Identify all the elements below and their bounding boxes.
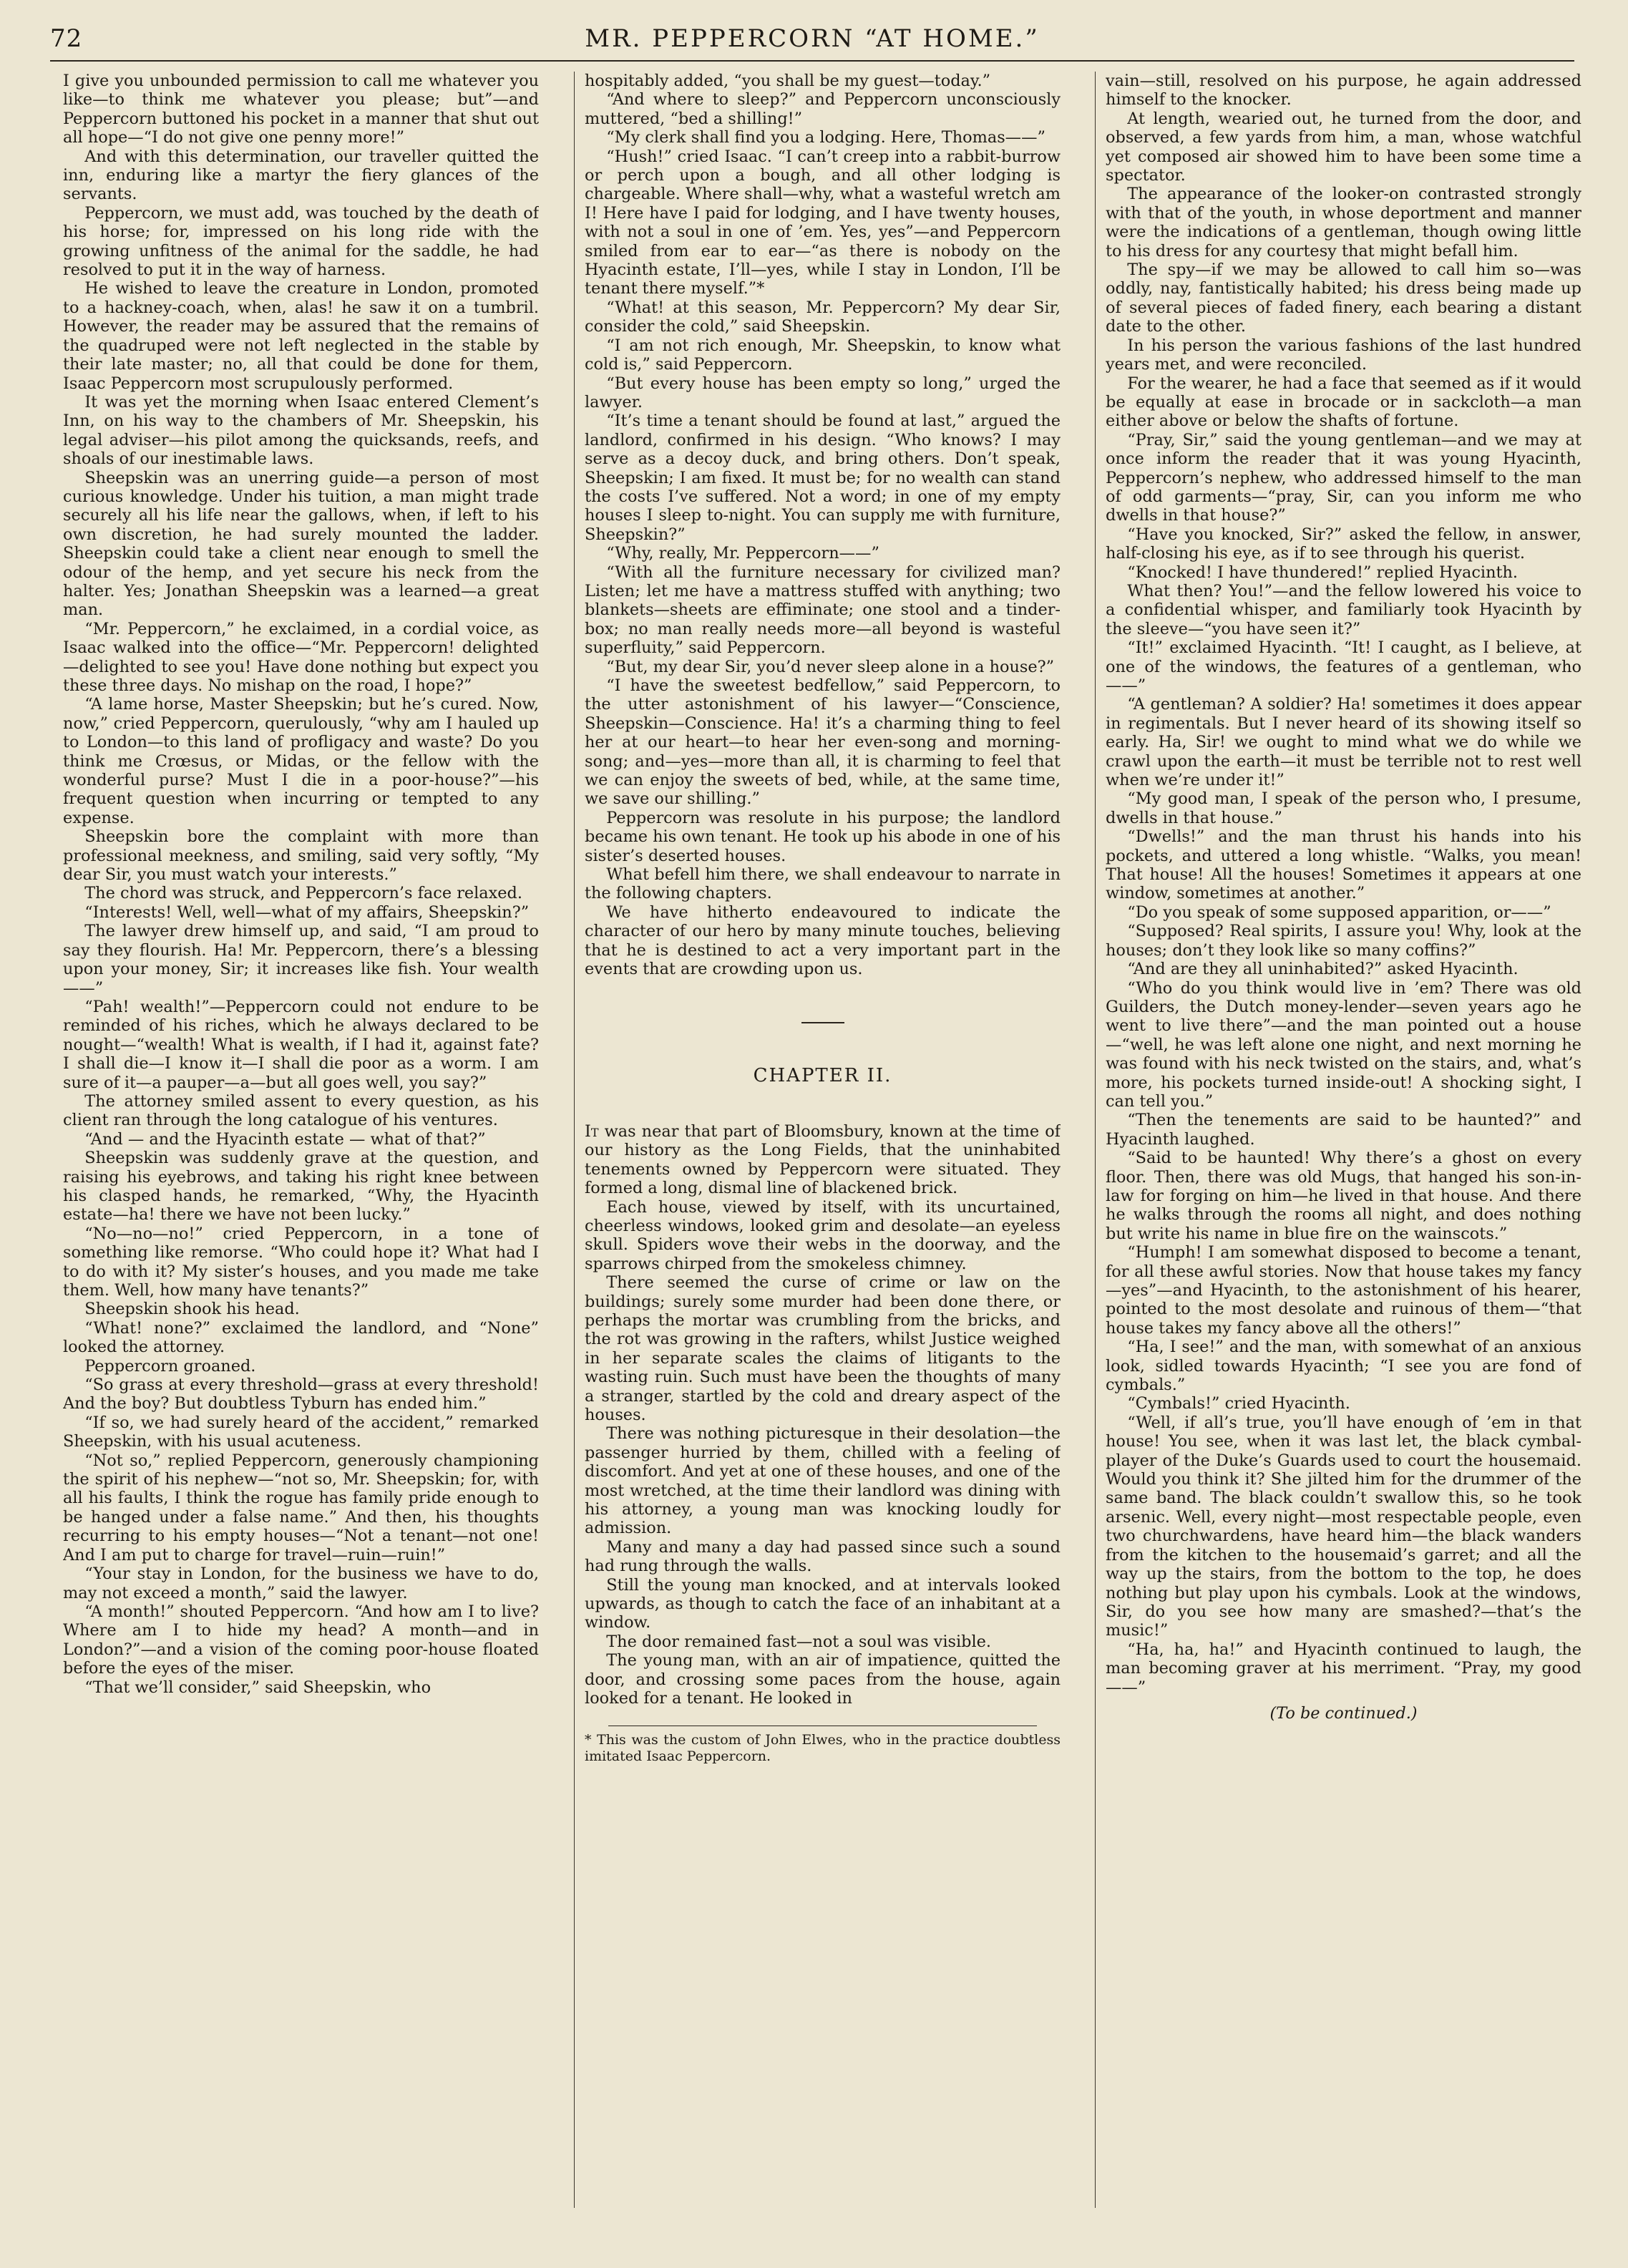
paragraph: “Mr. Peppercorn,” he exclaimed, in a cordial voice, as Isaac walked into the office—“Mr. Peppercorn! delighted—delighted to see you! Have done nothing but expect you these three days. No mishap on the road, I hope?”	[63, 619, 539, 695]
paragraph: “Pray, Sir,” said the young gentleman—and we may at once inform the reader that it was young Hyacinth, Peppercorn’s nephew, who addressed himself to the man of odd garments—“pray, Sir, can you inform me who dwells in that house?”	[1106, 430, 1581, 525]
paragraph: “Not so,” replied Peppercorn, generously championing the spirit of his nephew—“not so, Mr. Sheepskin; for, with all his faults, I think the rogue has family pride enough to be hanged under a false name.” And then, his thoughts recurring to his empty houses—“Not a tenant—not one! And I am put to charge for travel—ruin—ruin!”	[63, 1451, 539, 1564]
paragraph: The chord was struck, and Peppercorn’s face relaxed.	[84, 884, 522, 903]
paragraph: “Do you speak of some supposed apparition, or——”	[1127, 902, 1551, 922]
paragraph: The appearance of the looker-on contrasted strongly with that of the youth, in whose deportment and manner were the indications of a gentleman, though owing little to his dress for any courtesy that might befall him.	[1106, 185, 1581, 261]
to-be-continued: (To be continued.)	[1269, 1703, 1418, 1723]
text-column-2	[585, 72, 1061, 2211]
paragraph: “What! at this season, Mr. Peppercorn? My dear Sir, consider the cold,” said Sheepskin.	[585, 298, 1061, 336]
paragraph: “My good man, I speak of the person who, I presume, dwells in that house.”	[1106, 789, 1581, 827]
paragraph: “Humph! I am somewhat disposed to become a tenant, for all these awful stories. Now that house takes my fancy—yes”—and Hyacinth, to the astonishment of his hearer, pointed to the most desolate and ruinous of them—“that house takes my fancy above all the others!”	[1106, 1243, 1581, 1338]
column-divider	[574, 72, 575, 2208]
paragraph: “But every house has been empty so long,” urged the lawyer.	[585, 374, 1061, 412]
paragraph: Each house, viewed by itself, with its uncurtained, cheerless windows, looked grim and desolate—an eyeless skull. Spiders wove their webs in the doorway, and the sparrows chirped from the smokeless chimney.	[585, 1197, 1061, 1273]
paragraph: Peppercorn groaned.	[84, 1356, 256, 1376]
paragraph: “What! none?” exclaimed the landlord, and “None” looked the attorney.	[63, 1318, 539, 1357]
paragraph: What befell him there, we shall endeavour to narrate in the following chapters.	[585, 865, 1061, 903]
paragraph: Sheepskin was suddenly grave at the question, and raising his eyebrows, and taking his right knee between his clasped hands, he remarked, “Why, the Hyacinth estate—ha! there we have not been lucky.”	[63, 1149, 539, 1225]
drop-word: It	[585, 1121, 599, 1141]
paragraph: The attorney smiled assent to every question, as his client ran through the long catalogue of his ventures.	[63, 1091, 539, 1130]
paragraph: “A gentleman? A soldier? Ha! sometimes it does appear in regimentals. But I never heard of its showing itself so early. Ha, Sir! we ought to mind what we do while we crawl upon the earth—it must be terrible not to rest well when we’re under it!”	[1106, 695, 1581, 790]
chapter-opening-paragraph	[585, 1122, 1061, 1198]
page-number: 72	[50, 24, 83, 53]
paragraph: “With all the furniture necessary for civilized man? Listen; let me have a mattress stuffed with anything; two blankets—sheets are effiminate; one stool and a tinder-box; no man really needs more—all beyond is wasteful superfluity,” said Peppercorn.	[585, 563, 1061, 658]
paragraph: “But, my dear Sir, you’d never sleep alone in a house?”	[606, 657, 1055, 676]
paragraph: “It’s time a tenant should be found at last,” argued the landlord, confirmed in his design. “Who knows? I may serve as a decoy duck, and bring others. Don’t speak, Sheepskin; I am fixed. It must be; for no wealth can stand the costs I’ve suffered. Not a word; in one of my empty houses I sleep to-night. You can supply me with furniture, Sheepskin?”	[585, 412, 1061, 544]
section-divider	[801, 1022, 844, 1023]
paragraph: “And where to sleep?” and Peppercorn unconsciously muttered, “bed a shilling!”	[585, 90, 1061, 128]
paragraph: Sheepskin shook his head.	[84, 1300, 300, 1319]
paragraph: “Ha, ha, ha!” and Hyacinth continued to laugh, the man becoming graver at his merriment. “Pray, my good——”	[1106, 1640, 1581, 1697]
paragraph: “Ha, I see!” and the man, with somewhat of an anxious look, sidled towards Hyacinth; “I see you are fond of cymbals.”	[1106, 1338, 1581, 1395]
opening-text: was near that part of Bloomsbury, known at the time of our history as the Long Fields, that the uninhabited tenements owned by Peppercorn were situated. They formed a long, dismal line of blackened brick.	[585, 1121, 1061, 1198]
paragraph: What then? You!”—and the fellow lowered his voice to a confidential whisper, and familiarly took Hyacinth by the sleeve—“you have seen it?”	[1106, 581, 1581, 638]
paragraph: “I am not rich enough, Mr. Sheepskin, to know what cold is,” said Peppercorn.	[585, 336, 1061, 374]
paragraph: At length, wearied out, he turned from the door, and observed, a few yards from him, a man, whose watchful yet composed air showed him to have been some time a spectator.	[1106, 109, 1581, 185]
text-column-3	[1106, 72, 1581, 2211]
paragraph: “Who do you think would live in ’em? There was old Guilders, the Dutch money-lender—seven years ago he went to live there”—and the man pointed out a house—“well, he was left alone one night, and next morning he was found with his neck twisted on the stairs, and, what’s more, his pockets turned inside-out! A shocking sight, I can tell you.”	[1106, 978, 1581, 1111]
paragraph: “Hush!” cried Isaac. “I can’t creep into a rabbit-burrow or perch upon a bough, and all other lodging is chargeable. Where shall—why, what a wasteful wretch am I! Here have I paid for lodging, and I have twenty houses, with not a soul in one of ’em. Yes, yes”—and Peppercorn smiled from ear to ear—“as there is nobody on the Hyacinth estate, I’ll—yes, while I stay in London, I’ll be tenant there myself.”*	[585, 147, 1061, 298]
paragraph: “No—no—no!” cried Peppercorn, in a tone of something like remorse. “Who could hope it? What had I to do with it? My sister’s houses, and you made me take them. Well, how many have tenants?”	[63, 1224, 539, 1300]
paragraph: “And are they all uninhabited?” asked Hyacinth.	[1127, 960, 1519, 979]
paragraph: “Why, really, Mr. Peppercorn——”	[606, 544, 879, 563]
paragraph: “Interests! Well, well—what of my affairs, Sheepskin?”	[84, 902, 530, 922]
footnote: * This was the custom of John Elwes, who in the practice doubtless imitated Isaac Peppercorn.	[585, 1731, 1061, 1764]
column-divider	[1095, 72, 1096, 2208]
paragraph: “Supposed? Real spirits, I assure you! Why, look at the houses; don’t they look like so many coffins?”	[1106, 922, 1581, 960]
paragraph: “Said to be haunted! Why there’s a ghost on every floor. Then, there was old Mugs, that hanged his son-in-law for forging on him—he lived in that house. And there he walks through the rooms all night, and does nothing but write his name in blue fire on the wainscots.”	[1106, 1149, 1581, 1243]
paragraph: “Well, if all’s true, you’ll have enough of ’em in that house! You see, when it was last let, the black cymbal-player of the Duke’s Guards used to court the housemaid. Would you think it? She jilted him for the drummer of the same band. The black couldn’t swallow this, so he took arsenic. Well, every night—most respectable people, even two churchwardens, have heard him—the black wanders from the kitchen to the housemaid’s garret; and all the way up the stairs, from the bottom to the top, he does nothing but play upon his cymbals. Look at the windows, Sir, do you see how many are smashed?—that’s the music!”	[1106, 1413, 1581, 1640]
paragraph: vain—still, resolved on his purpose, he again addressed himself to the knocker.	[1106, 72, 1581, 109]
paragraph: “Knocked! I have thundered!” replied Hyacinth.	[1127, 563, 1519, 582]
paragraph: Many and many a day had passed since such a sound had rung through the walls.	[585, 1537, 1061, 1576]
paragraph: “It!” exclaimed Hyacinth. “It! I caught, as I believe, at one of the windows, the features of a gentleman, who——”	[1106, 638, 1581, 695]
paragraph: Peppercorn, we must add, was touched by the death of his horse; for, impressed on his long ride with the growing unfitness of the animal for the saddle, he had resolved to put it in the way of harness.	[63, 203, 539, 280]
paragraph: Still the young man knocked, and at intervals looked upwards, as though to catch the face of an inhabitant at a window.	[585, 1575, 1061, 1632]
chapter-heading: CHAPTER II.	[753, 1064, 892, 1086]
paragraph: He wished to leave the creature in London, promoted to a hackney-coach, when, alas! he saw it on a tumbril. However, the reader may be assured that the remains of the quadruped were not left neglected in the stable by their late master; no, all that could be done for them, Isaac Peppercorn most scrupulously performed.	[63, 279, 539, 393]
paragraph: It was yet the morning when Isaac entered Clement’s Inn, on his way to the chambers of Mr. Sheepskin, his legal adviser—his pilot among the quicksands, reefs, and shoals of our inestimable laws.	[63, 392, 539, 469]
paragraph: The young man, with an air of impatience, quitted the door, and crossing some paces from the house, again looked for a tenant. He looked in	[585, 1651, 1061, 1708]
paragraph: I give you unbounded permission to call me whatever you like—to think me whatever you please; but”—and Peppercorn buttoned his pocket in a manner that shut out all hope—“I do not give one penny more!”	[63, 72, 539, 147]
paragraph: “Have you knocked, Sir?” asked the fellow, in answer, half-closing his eye, as if to see through his querist.	[1106, 525, 1581, 563]
paragraph: “Cymbals!” cried Hyacinth.	[1127, 1394, 1350, 1413]
paragraph: “A month!” shouted Peppercorn. “And how am I to live? Where am I to hide my head? A month—and in London?”—and a vision of the coming poor-house floated before the eyes of the miser.	[63, 1602, 539, 1678]
paragraph: “And — and the Hyacinth estate — what of that?”	[84, 1129, 486, 1149]
paragraph: The spy—if we may be allowed to call him so—was oddly, nay, fantistically habited; his dress being made up of several pieces of faded finery, each bearing a distant date to the other.	[1106, 261, 1581, 336]
paragraph: And with this determination, our traveller quitted the inn, enduring like a martyr the fiery glances of the servants.	[63, 147, 539, 204]
paragraph: “A lame horse, Master Sheepskin; but he’s cured. Now, now,” cried Peppercorn, querulously, “why am I hauled up to London—to this land of profligacy and waste? Do you think me Crœsus, or Midas, or the fellow with the wonderful purse? Must I die in a poor-house?”—his frequent question when incurring or tempted to any expense.	[63, 695, 539, 827]
text-column-1	[63, 72, 539, 2211]
header-rule	[50, 60, 1574, 62]
page-header	[50, 20, 1574, 70]
paragraph: “That we’ll consider,” said Sheepskin, who	[84, 1678, 432, 1697]
paragraph: The lawyer drew himself up, and said, “I am proud to say they flourish. Ha! Mr. Peppercorn, there’s a blessing upon your money, Sir; it increases like fish. Your wealth——”	[63, 922, 539, 998]
paragraph: Peppercorn was resolute in his purpose; the landlord became his own tenant. He took up his abode in one of his sister’s deserted houses.	[585, 808, 1061, 865]
paragraph: “If so, we had surely heard of the accident,” remarked Sheepskin, with his usual acuteness.	[63, 1413, 539, 1451]
paragraph: For the wearer, he had a face that seemed as if it would be equally at ease in brocade or in sackcloth—a man either above or below the shafts of fortune.	[1106, 374, 1581, 431]
paragraph: “Then the tenements are said to be haunted?” and Hyacinth laughed.	[1106, 1111, 1581, 1149]
paragraph: “Your stay in London, for the business we have to do, may not exceed a month,” said the lawyer.	[63, 1564, 539, 1602]
paragraph: There seemed the curse of crime or law on the buildings; surely some murder had been done there, or perhaps the mortar was crumbling from the bricks, and the rot was growing in the rafters, whilst Justice weighed in her separate scales the claims of litigants to the wasting ruin. Such must have been the thoughts of many a stranger, startled by the cold and dreary aspect of the houses.	[585, 1273, 1061, 1424]
paragraph: hospitably added, “you shall be my guest—today.”	[585, 72, 991, 90]
paragraph: The door remained fast—not a soul was visible.	[606, 1632, 992, 1651]
paragraph: “My clerk shall find you a lodging. Here, Thomas——”	[606, 128, 1045, 147]
paragraph: “Dwells!” and the man thrust his hands into his pockets, and uttered a long whistle. “Walks, you mean! That house! All the houses! Sometimes it appears at one window, sometimes at another.”	[1106, 827, 1581, 903]
paragraph: Sheepskin was an unerring guide—a person of most curious knowledge. Under his tuition, a man might trade securely all his life near the gallows, when, if left to his own discretion, he had surely mounted the ladder. Sheepskin could take a client near enough to smell the odour of the hemp, and yet secure his neck from the halter. Yes; Jonathan Sheepskin was a learned—a great man.	[63, 468, 539, 620]
paragraph: “Pah! wealth!”—Peppercorn could not endure to be reminded of his riches, which he always declared to be nought—“wealth! What is wealth, if I had it, against fate? I shall die—I know it—I shall die poor as a worm. I am sure of it—a pauper—a—but all goes well, you say?”	[63, 997, 539, 1092]
paragraph: “So grass at every threshold—grass at every threshold! And the boy? But doubtless Tyburn has ended him.”	[63, 1376, 539, 1413]
paragraph: In his person the various fashions of the last hundred years met, and were reconciled.	[1106, 336, 1581, 374]
paragraph: Sheepskin bore the complaint with more than professional meekness, and smiling, said very softly, “My dear Sir, you must watch your interests.”	[63, 827, 539, 885]
paragraph: We have hitherto endeavoured to indicate the character of our hero by many minute touches, believing that he is destined to act a very important part in the events that are crowding upon us.	[585, 902, 1061, 979]
paragraph: “I have the sweetest bedfellow,” said Peppercorn, to the utter astonishment of his lawyer—“Conscience, Sheepskin—Conscience. Ha! it’s a charming thing to feel her at our heart—to hear her even-song and morning-song; and—yes—more than all, it is charming to feel that we can enjoy the sweets of bed, while, at the same time, we save our shilling.”	[585, 676, 1061, 809]
running-title: MR. PEPPERCORN “AT HOME.”	[585, 24, 1040, 53]
paragraph: There was nothing picturesque in their desolation—the passenger hurried by them, chilled with a feeling of discomfort. And yet at one of these houses, and one of the most wretched, at the time their landlord was dining with his attorney, a young man was knocking loudly for admission.	[585, 1424, 1061, 1538]
